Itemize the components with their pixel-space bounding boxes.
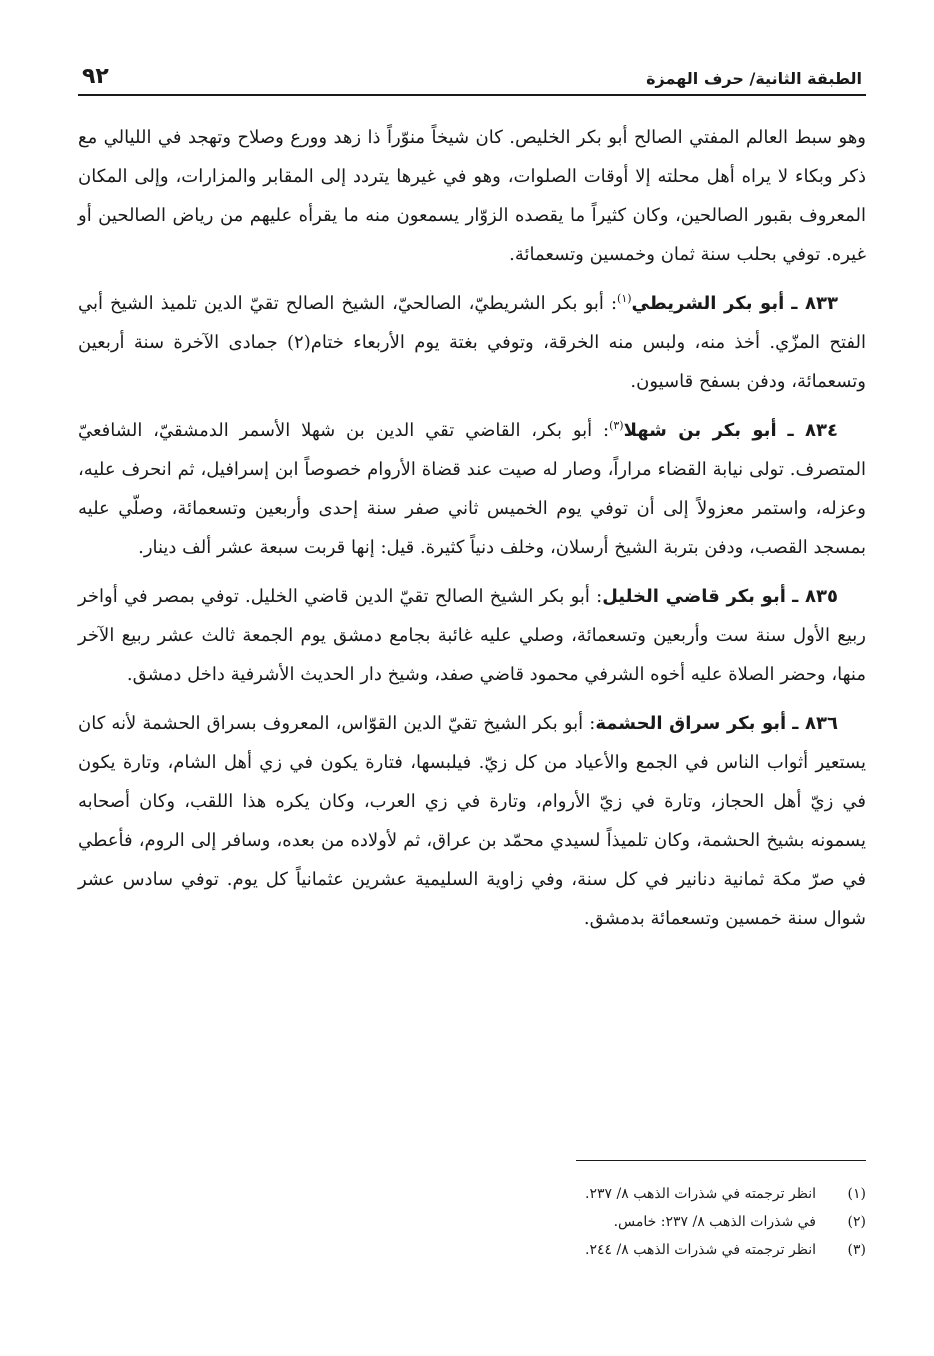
entry-name: أبو بكر بن شهلا [623,420,777,441]
entry-colon: : [603,420,610,441]
entry-833 [78,284,866,401]
footnote-number: (١) [847,1186,866,1202]
footnote-ref[interactable]: (١) [617,292,632,305]
entry-text: أبو بكر الشيخ تقيّ الدين القوّاس، المعروف بسراق الحشمة لأنه كان يستعير أثواب الناس في الجمع والأعياد من كل زيّ. فيلبسها، فتارة يكون في زي أهل الشام، وتارة يكون في زيّ أهل الحجاز، وتارة في زيّ الأروام، وتارة في زي العرب، وكان يكره هذا اللقب، وكان أصحابه يسمونه بشيخ الحشمة، وكان تلميذاً لسيدي محمّد بن عراق، ثم لأولاده من بعده، وسافر إلى الروم، فأعطي في صرّ مكة ثمانية دنانير في كل سنة، وفي زاوية السليمية عشرين عثمانياً كل يوم. توفي سادس عشر شوال سنة خمسين وتسعمائة بدمشق. [78,713,866,929]
book-page [78,52,866,1322]
entry-text: أبو بكر الشريطيّ، الصالحيّ، الشيخ الصالح تقيّ الدين تلميذ الشيخ أبي الفتح المزّي. أخذ منه، ولبس منه الخرقة، وتوفي بغتة يوم الأربعاء ختام(٢) جمادى الآخرة سنة أربعين وتسعمائة، ودفن بسفح قاسيون. [78,293,866,392]
entry-number: ٨٣٤ ـ [787,420,838,441]
footnote-number: (٣) [847,1242,866,1258]
paragraph-continuation [78,118,866,274]
entry-836 [78,704,866,938]
footnote-2 [78,1208,866,1236]
page-header [78,52,866,96]
footnote-text: انظر ترجمته في شذرات الذهب ٨/ ٢٣٧. [585,1186,816,1202]
entry-number: ٨٣٣ ـ [791,293,838,314]
entry-835 [78,577,866,694]
entry-colon: : [596,586,603,607]
running-title: الطبقة الثانية/ حرف الهمزة [646,69,862,88]
entry-name: أبو بكر الشريطي [631,293,785,314]
footnote-number: (٢) [847,1214,866,1230]
footnotes [78,1180,866,1264]
entry-text: أبو بكر الشيخ الصالح تقيّ الدين قاضي الخليل. توفي بمصر في أواخر ربيع الأول سنة ست وأربعين وتسعمائة، وصلي عليه غائبة بجامع دمشق يوم الجمعة ثالث عشر ربيع الآخر منها، وحضر الصلاة عليه أخوه الشرفي محمود قاضي صفد، وشيخ دار الحديث الأشرفية داخل دمشق. [78,586,866,685]
entry-colon: : [589,713,596,734]
footnote-text: انظر ترجمته في شذرات الذهب ٨/ ٢٤٤. [585,1242,816,1258]
footnote-text: في شذرات الذهب ٨/ ٢٣٧: خامس. [613,1214,816,1230]
entry-number: ٨٣٦ ـ [792,713,838,734]
entry-834 [78,411,866,567]
body-text [78,118,866,938]
page-number: ٩٢ [82,64,109,89]
paragraph-text: وهو سبط العالم المفتي الصالح أبو بكر الخليص. كان شيخاً منوّراً ذا زهد وورع وصلاح وتهجد في الليالي مع ذكر وبكاء لا يراه أهل محلته إلا أوقات الصلوات، وهو في غيرها يتردد إلى المقابر والمزارات، وإلى المكان المعروف بقبور الصالحين، وكان كثيراً ما يقصده الزوّار يسمعون منه ما يقرأه عليهم من رياض الصالحين أو غيره. توفي بحلب سنة ثمان وخمسين وتسعمائة. [78,127,866,265]
entry-name: أبو بكر سراق الحشمة [595,713,787,734]
entry-colon: : [610,293,618,314]
entry-text: أبو بكر، القاضي تقي الدين بن شهلا الأسمر الدمشقيّ، الشافعيّ المتصرف. تولى نيابة القضاء مراراً، وصار له صيت عند قضاة الأروام خصوصاً ابن إسرافيل، ثم انحرف عليه، وعزله، واستمر معزولاً إلى أن توفي يوم الخميس ثاني صفر سنة إحدى وأربعين وتسعمائة، وصلّي عليه بمسجد القصب، ودفن بتربة الشيخ أرسلان، وخلف دنياً كثيرة. قيل: إنها قربت سبعة عشر ألف دينار. [78,420,866,558]
footnote-ref[interactable]: (٣) [609,419,624,432]
entry-name: أبو بكر قاضي الخليل [602,586,786,607]
footnote-divider [576,1160,866,1161]
entry-number: ٨٣٥ ـ [792,586,838,607]
footnote-3 [78,1236,866,1264]
footnote-1 [78,1180,866,1208]
